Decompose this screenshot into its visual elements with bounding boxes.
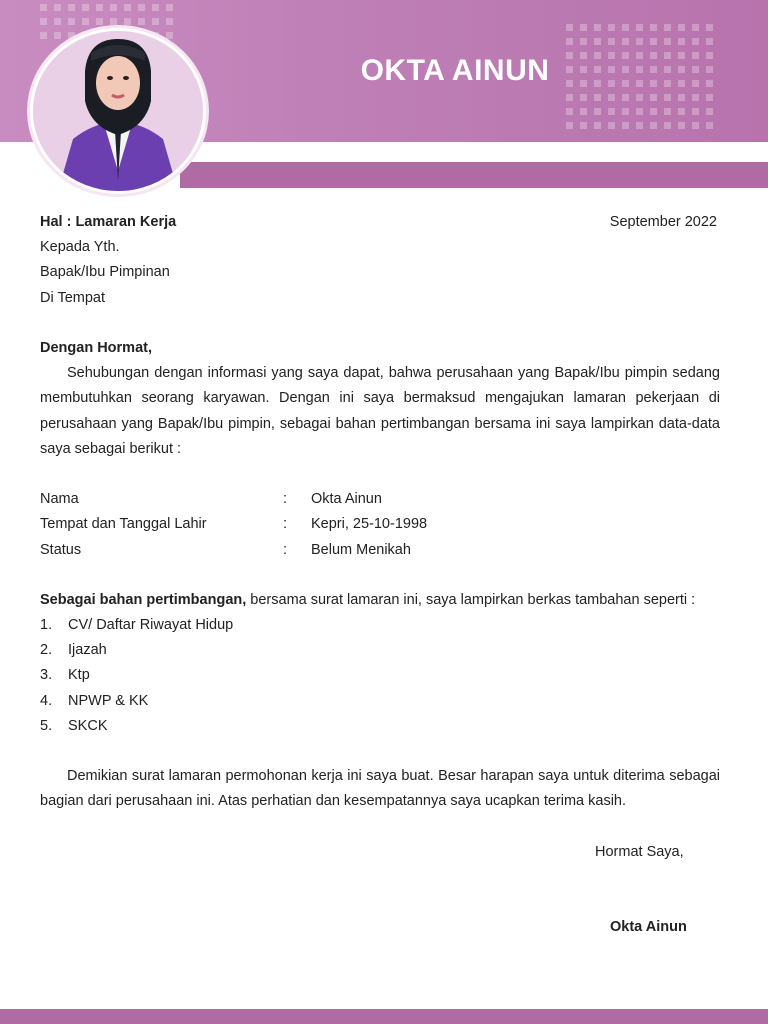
dot bbox=[622, 108, 629, 115]
dot bbox=[566, 94, 573, 101]
dot bbox=[664, 94, 671, 101]
dot bbox=[124, 4, 131, 11]
letter-date: September 2022 bbox=[609, 214, 717, 230]
field-label: Status bbox=[40, 541, 82, 558]
dot bbox=[580, 38, 587, 45]
list-number: 5. bbox=[40, 717, 53, 734]
dot bbox=[678, 108, 685, 115]
dot bbox=[138, 4, 145, 11]
list-text: SKCK bbox=[68, 717, 108, 734]
page-title: OKTA AINUN bbox=[360, 54, 550, 87]
dot bbox=[678, 122, 685, 129]
list-text: CV/ Daftar Riwayat Hidup bbox=[68, 617, 234, 634]
footer-band bbox=[0, 1009, 768, 1024]
dot bbox=[82, 18, 89, 25]
dot bbox=[706, 94, 713, 101]
accent-band bbox=[180, 162, 768, 188]
dot bbox=[608, 122, 615, 129]
dot bbox=[636, 108, 643, 115]
greeting: Dengan Hormat, bbox=[40, 339, 152, 356]
dot bbox=[110, 18, 117, 25]
dot bbox=[54, 18, 61, 25]
dot bbox=[664, 38, 671, 45]
dot bbox=[54, 32, 61, 39]
dot bbox=[650, 24, 657, 31]
dot bbox=[622, 66, 629, 73]
dot bbox=[636, 80, 643, 87]
dot bbox=[594, 38, 601, 45]
dot bbox=[566, 108, 573, 115]
list-item bbox=[40, 613, 720, 638]
field-row bbox=[40, 512, 720, 537]
signature-name: Okta Ainun bbox=[610, 919, 687, 935]
dot bbox=[566, 122, 573, 129]
recipient-line: Kepada Yth. bbox=[40, 239, 120, 256]
dot bbox=[166, 4, 173, 11]
dot bbox=[706, 80, 713, 87]
dot bbox=[650, 122, 657, 129]
closing-paragraph: Demikian surat lamaran permohonan kerja ini saya buat. Besar harapan saya untuk diterima sebagai bagian dari perusahaan ini. Atas perhatian dan kesempatannya saya ucapkan terima kasih. bbox=[40, 768, 720, 810]
dot bbox=[650, 52, 657, 59]
recipient-line: Bapak/Ibu Pimpinan bbox=[40, 264, 170, 281]
dot bbox=[622, 24, 629, 31]
dot bbox=[650, 94, 657, 101]
dot bbox=[622, 52, 629, 59]
dot bbox=[692, 80, 699, 87]
dot bbox=[678, 80, 685, 87]
dot bbox=[138, 18, 145, 25]
profile-photo bbox=[30, 28, 206, 194]
dot bbox=[636, 122, 643, 129]
dot bbox=[678, 38, 685, 45]
subject-line: Hal : Lamaran Kerja bbox=[40, 214, 177, 230]
dot bbox=[40, 18, 47, 25]
dot bbox=[664, 24, 671, 31]
field-value: Kepri, 25-10-1998 bbox=[311, 516, 428, 533]
portrait-photo-icon bbox=[33, 31, 203, 191]
field-value: Belum Menikah bbox=[311, 541, 411, 558]
dot bbox=[706, 52, 713, 59]
dot bbox=[664, 66, 671, 73]
list-text: Ijazah bbox=[68, 642, 107, 659]
dot bbox=[692, 94, 699, 101]
dot bbox=[54, 4, 61, 11]
dot bbox=[636, 38, 643, 45]
list-number: 2. bbox=[40, 642, 53, 659]
dot bbox=[636, 66, 643, 73]
dot bbox=[706, 66, 713, 73]
dot bbox=[608, 108, 615, 115]
dot bbox=[68, 4, 75, 11]
dot bbox=[692, 38, 699, 45]
list-item bbox=[40, 638, 720, 663]
dot bbox=[594, 94, 601, 101]
dot bbox=[608, 24, 615, 31]
attachments-intro-text: bersama surat lamaran ini, saya lampirkan berkas tambahan seperti : bbox=[246, 591, 696, 608]
dot bbox=[664, 122, 671, 129]
dot bbox=[40, 32, 47, 39]
dot bbox=[68, 18, 75, 25]
list-number: 3. bbox=[40, 667, 53, 684]
dot bbox=[96, 4, 103, 11]
dot bbox=[152, 4, 159, 11]
dot bbox=[636, 94, 643, 101]
attachments-intro-bold: Sebagai bahan pertimbangan, bbox=[40, 591, 247, 608]
letter-body bbox=[40, 210, 720, 815]
field-row bbox=[40, 487, 720, 512]
dot bbox=[580, 94, 587, 101]
list-number: 4. bbox=[40, 692, 53, 709]
dot bbox=[566, 24, 573, 31]
dot bbox=[706, 122, 713, 129]
dot bbox=[678, 52, 685, 59]
dot bbox=[678, 94, 685, 101]
intro-paragraph: Sehubungan dengan informasi yang saya dapat, bahwa perusahaan yang Bapak/Ibu pimpin sedang membutuhkan seorang karyawan. Dengan ini saya bermaksud mengajukan lamaran pekerjaan di perusahaan yang Bapak/Ibu pimpin, sebagai bahan pertimbangan bersama ini saya lampirkan data-data saya sebagai berikut : bbox=[40, 365, 720, 457]
dot bbox=[692, 108, 699, 115]
dot bbox=[580, 122, 587, 129]
dot bbox=[706, 108, 713, 115]
dot bbox=[692, 52, 699, 59]
dot bbox=[664, 80, 671, 87]
dot bbox=[650, 38, 657, 45]
list-number: 1. bbox=[40, 617, 53, 634]
list-text: NPWP & KK bbox=[68, 692, 149, 709]
list-text: Ktp bbox=[68, 667, 90, 684]
dot bbox=[636, 24, 643, 31]
dot bbox=[40, 4, 47, 11]
dot bbox=[622, 122, 629, 129]
dot bbox=[664, 52, 671, 59]
field-label: Nama bbox=[40, 491, 79, 508]
dot bbox=[692, 66, 699, 73]
dot bbox=[692, 122, 699, 129]
dot bbox=[82, 4, 89, 11]
dot bbox=[650, 108, 657, 115]
list-item bbox=[40, 714, 720, 739]
dot bbox=[622, 38, 629, 45]
dot bbox=[166, 32, 173, 39]
dot bbox=[608, 94, 615, 101]
field-value: Okta Ainun bbox=[311, 491, 382, 508]
dot bbox=[110, 4, 117, 11]
field-row bbox=[40, 538, 720, 563]
dot bbox=[594, 122, 601, 129]
dot bbox=[152, 18, 159, 25]
dot bbox=[622, 94, 629, 101]
dot bbox=[594, 24, 601, 31]
dot bbox=[650, 66, 657, 73]
dot bbox=[580, 24, 587, 31]
dot bbox=[650, 80, 657, 87]
closing-salutation: Hormat Saya, bbox=[595, 844, 684, 860]
list-item bbox=[40, 663, 720, 688]
dot bbox=[166, 18, 173, 25]
dot bbox=[692, 24, 699, 31]
dot bbox=[594, 108, 601, 115]
dot bbox=[608, 38, 615, 45]
list-item bbox=[40, 689, 720, 714]
dot bbox=[96, 18, 103, 25]
dot bbox=[580, 108, 587, 115]
field-separator: : bbox=[283, 491, 288, 508]
dot bbox=[706, 38, 713, 45]
field-separator: : bbox=[283, 541, 288, 558]
dot bbox=[622, 80, 629, 87]
recipient-line: Di Tempat bbox=[40, 289, 106, 306]
dot bbox=[636, 52, 643, 59]
dot bbox=[664, 108, 671, 115]
dot bbox=[678, 24, 685, 31]
dot bbox=[678, 66, 685, 73]
field-separator: : bbox=[283, 516, 288, 533]
dot bbox=[566, 38, 573, 45]
dot bbox=[706, 24, 713, 31]
attachments-intro bbox=[40, 588, 720, 613]
field-label: Tempat dan Tanggal Lahir bbox=[40, 516, 207, 533]
dot bbox=[124, 18, 131, 25]
